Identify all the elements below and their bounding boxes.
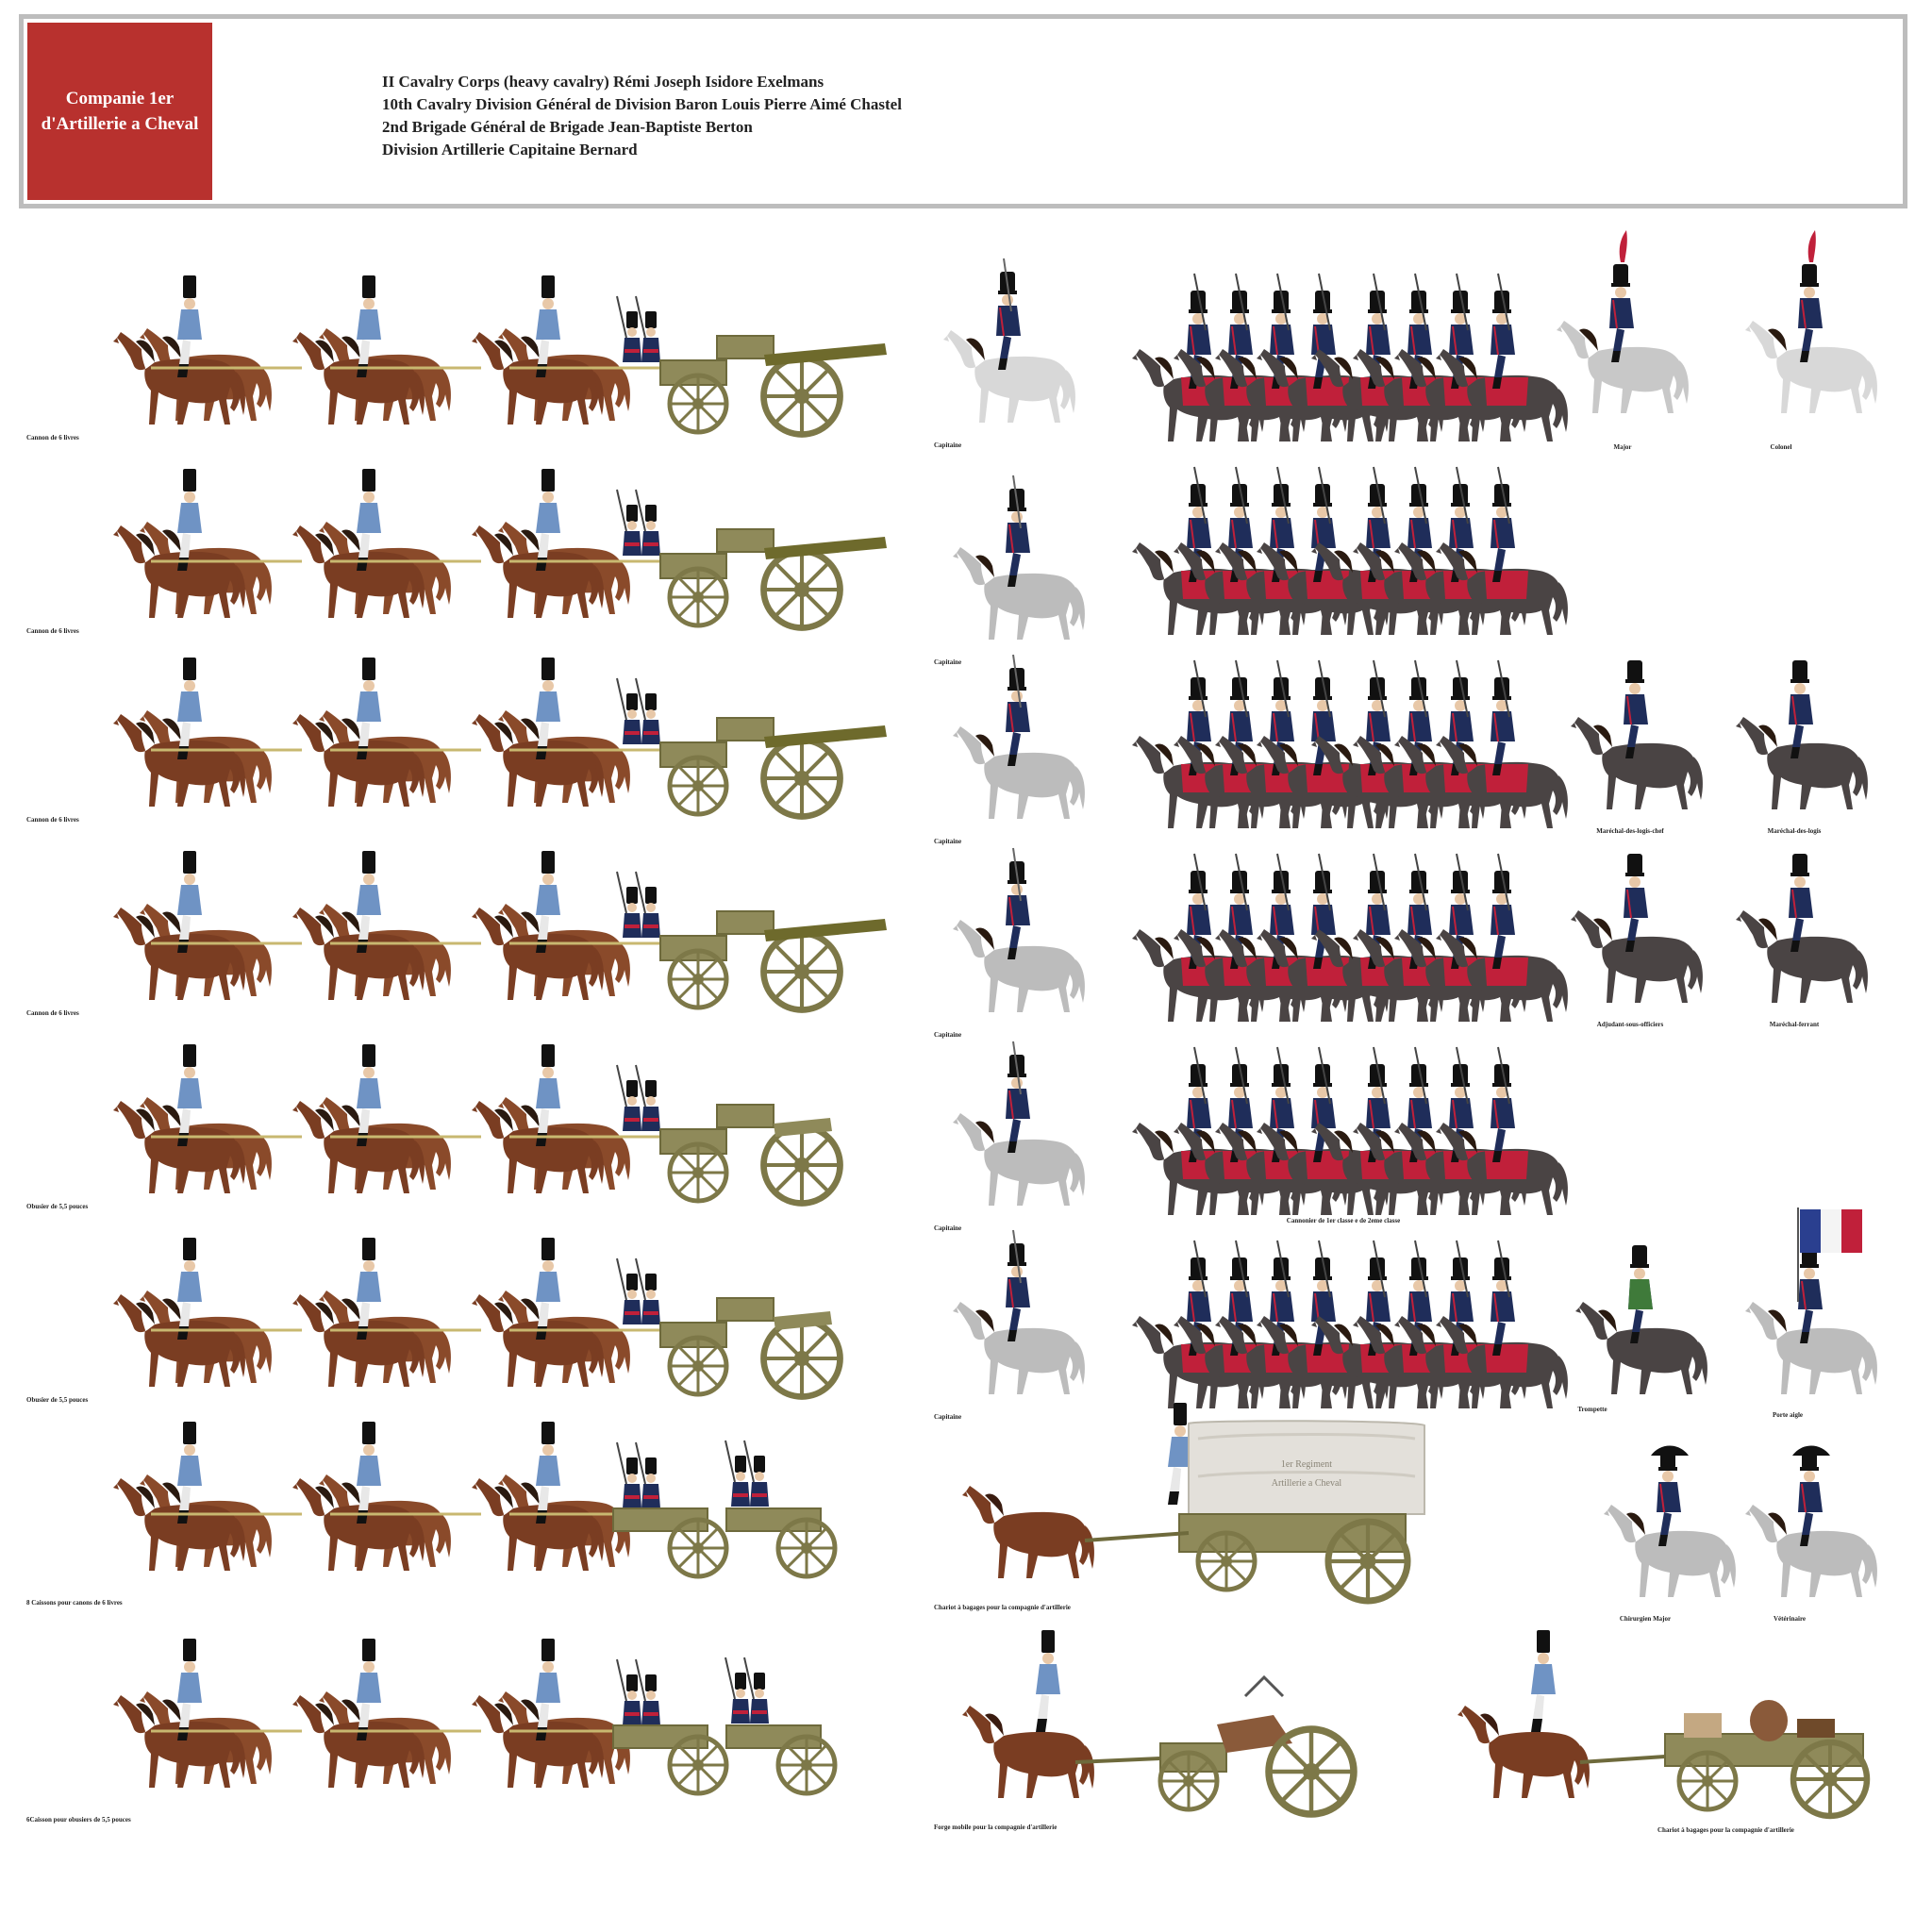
command-line-brigade: 2nd Brigade Général de Brigade Jean-Baptiste Berton xyxy=(382,118,753,136)
label-major: Major xyxy=(1613,443,1632,451)
team-label-5: Obusier de 5,5 pouces xyxy=(26,1203,89,1210)
team-label-4: Cannon de 6 livres xyxy=(26,1009,79,1017)
team-label-8: 6Caisson pour obusiers de 5,5 pouces xyxy=(26,1816,131,1824)
team-8 xyxy=(113,1627,896,1797)
colonel-figure xyxy=(1736,226,1896,415)
label-colonel: Colonel xyxy=(1770,443,1792,451)
eagle-bearer-figure xyxy=(1736,1208,1896,1396)
command-line-corps: II Cavalry Corps (heavy cavalry) Rémi Joseph Isidore Exelmans xyxy=(382,73,824,91)
team-label-7: 8 Caissons pour canons de 6 livres xyxy=(26,1599,123,1607)
gunner-block-2 xyxy=(1132,448,1528,637)
open-baggage-wagon xyxy=(1457,1640,1882,1819)
captain-1 xyxy=(934,255,1085,425)
captain-label-5: Capitaine xyxy=(934,1224,962,1232)
gunner-block-6 xyxy=(1132,1222,1528,1410)
captain-label-3: Capitaine xyxy=(934,838,962,845)
wagon-horse xyxy=(962,1486,1094,1578)
label-surgeon: Chirurgien Major xyxy=(1619,1615,1672,1623)
captain-2 xyxy=(943,472,1094,641)
label-nco-3: Adjudant-sous-officiers xyxy=(1596,1021,1664,1028)
captain-3 xyxy=(943,651,1094,821)
captain-label-2: Capitaine xyxy=(934,658,962,666)
label-nco-4: Maréchal-ferrant xyxy=(1769,1021,1820,1028)
baggage-horse xyxy=(1457,1706,1590,1798)
captain-label-4: Capitaine xyxy=(934,1031,962,1039)
team-4 xyxy=(113,840,896,1009)
command-lines xyxy=(382,71,902,161)
command-line-division: 10th Cavalry Division Général de Division Baron Louis Pierre Aimé Chastel xyxy=(382,95,902,113)
gunner-block-1 xyxy=(1132,255,1528,443)
captain-label-6: Capitaine xyxy=(934,1413,962,1421)
baggage-driver xyxy=(1531,1630,1556,1732)
label-baggage-2: Chariot à bagages pour la compagnie d'artillerie xyxy=(1657,1826,1794,1834)
label-vet: Vétérinaire xyxy=(1773,1615,1807,1623)
trumpeter-figure xyxy=(1566,1208,1726,1396)
major-figure xyxy=(1547,226,1707,415)
unit-badge xyxy=(27,23,212,200)
forge-driver xyxy=(1036,1630,1060,1732)
team-label-3: Cannon de 6 livres xyxy=(26,816,79,824)
team-1 xyxy=(113,264,896,434)
team-label-2: Cannon de 6 livres xyxy=(26,627,79,635)
captain-4 xyxy=(943,844,1094,1014)
team-label-1: Cannon de 6 livres xyxy=(26,434,79,441)
nco-2-figure xyxy=(1726,623,1887,811)
badge-line-2: d'Artillerie a Cheval xyxy=(41,114,199,134)
cover-text-2: Artillerie a Cheval xyxy=(1271,1478,1342,1489)
label-forge: Forge mobile pour la compagnie d'artillerie xyxy=(934,1824,1058,1831)
forge-wagon xyxy=(962,1640,1377,1819)
captain-6 xyxy=(943,1226,1094,1396)
gunner-block-5 xyxy=(1132,1028,1528,1217)
forge-horse xyxy=(962,1706,1094,1798)
command-line-artillery: Division Artillerie Capitaine Bernard xyxy=(382,141,638,158)
cover-text-1: 1er Regiment xyxy=(1280,1459,1333,1470)
label-eagle: Porte aigle xyxy=(1772,1411,1804,1419)
badge-line-1: Companie 1er xyxy=(65,89,175,108)
team-5 xyxy=(113,1033,896,1203)
team-label-6: Obusier de 5,5 pouces xyxy=(26,1396,89,1404)
team-2 xyxy=(113,458,896,627)
team-6 xyxy=(113,1226,896,1396)
covered-baggage-wagon xyxy=(962,1420,1424,1608)
team-3 xyxy=(113,646,896,816)
gunner-block-3 xyxy=(1132,641,1528,830)
vet-figure xyxy=(1736,1410,1896,1599)
label-gunners: Cannonier de 1er classe e de 2eme classe xyxy=(1286,1217,1401,1224)
label-baggage-1: Chariot à bagages pour la compagnie d'artillerie xyxy=(934,1604,1071,1611)
label-nco-1: Maréchal-des-logis-chef xyxy=(1596,827,1664,835)
label-nco-2: Maréchal-des-logis xyxy=(1767,827,1822,835)
gunner-block-4 xyxy=(1132,835,1528,1024)
nco-4-figure xyxy=(1726,816,1887,1005)
surgeon-figure xyxy=(1594,1410,1755,1599)
nco-1-figure xyxy=(1561,623,1722,811)
nco-3-figure xyxy=(1561,816,1722,1005)
header-banner xyxy=(19,14,1907,208)
label-trumpet: Trompette xyxy=(1577,1406,1607,1413)
captain-label-1: Capitaine xyxy=(934,441,962,449)
captain-5 xyxy=(943,1038,1094,1208)
team-7 xyxy=(113,1410,896,1580)
